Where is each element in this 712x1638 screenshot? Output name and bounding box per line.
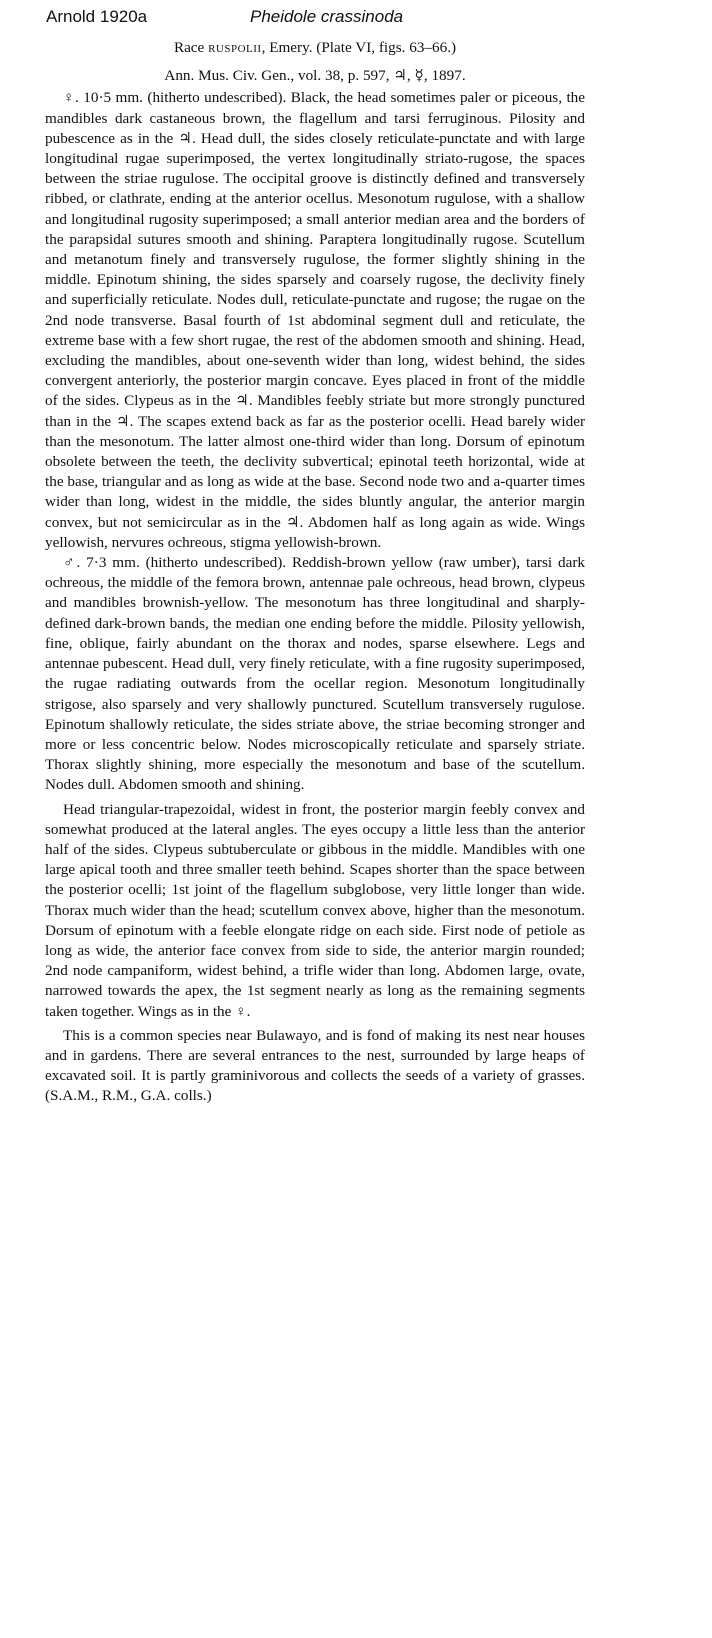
document-body: [45, 38, 585, 1107]
reference-line: Ann. Mus. Civ. Gen., vol. 38, p. 597, ♃, ☿, 1897.: [164, 67, 466, 85]
header-species: Pheidole crassinoda: [250, 7, 404, 26]
race-name: ruspolii: [208, 39, 262, 56]
race-prefix: Race: [173, 39, 209, 56]
page-header: [0, 0, 712, 34]
paragraph-male-structure: Head triangular-trapezoidal, widest in front, the posterior margin feebly convex and somewhat produced at the lateral angles. The eyes occupy a little less than the anterior half of the sides. Clypeus subtuberculate or gibbous in the middle. Mandibles with one large apical tooth and three smaller teeth behind. Scapes shorter than the space between the posterior ocelli; 1st joint of the flagellum subglobose, very little longer than wide. Thorax much wider than the head; scutellum convex above, higher than the mesonotum. Dorsum of epinotum with a feeble elongate ridge on each side. First node of petiole as long as wide, the anterior face convex from side to side, the anterior margin rounded; 2nd node campaniform, widest behind, a trifle wider than long. Abdomen large, ovate, narrowed towards the apex, the 1st segment nearly as long as the remaining segments taken together. Wings as in the ♀.: [45, 800, 585, 1020]
race-suffix: , Emery. (Plate VI, figs. 63–66.): [261, 39, 457, 56]
paragraph-male: ♂. 7·3 mm. (hitherto undescribed). Reddish-brown yellow (raw umber), tarsi dark ochreous, the middle of the femora brown, antennae pale ochreous, head brown, clypeus and mandibles brownish-yellow. The mesonotum has three longitudinal and sharply-defined dark-brown bands, the median one ending before the middle. Pilosity yellowish, fine, oblique, fairly abundant on the thorax and nodes, sparse elsewhere. Legs and antennae pubescent. Head dull, very finely reticulate, with a fine rugosity superimposed, the rugae radiating outwards from the ocellar region. Mesonotum longitudinally strigose, also sparsely and very shallowly punctured. Scutellum transversely rugulose. Epinotum shallowly reticulate, the sides striate above, the striae becoming stronger and more or less concentric below. Nodes microscopically reticulate and sparsely striate. Thorax slightly shining, more especially the mesonotum and base of the scutellum. Nodes dull. Abdomen smooth and shining.: [45, 554, 585, 794]
race-line: [45, 38, 585, 58]
paragraph-habits: This is a common species near Bulawayo, and is fond of making its nest near houses and in gardens. There are several entrances to the nest, surrounded by large heaps of excavated soil. It is partly graminivorous and collects the seeds of a variety of grasses. (S.A.M., R.M., G.A. colls.): [45, 1026, 585, 1105]
paragraph-female: ♀. 10·5 mm. (hitherto undescribed). Black, the head sometimes paler or piceous, the mandibles dark castaneous brown, the flagellum and tarsi ferruginous. Pilosity and pubescence as in the ♃. Head dull, the sides closely reticulate-punctate and with large longitudinal rugae superimposed, the vertex longitudinally striato-rugose, the spaces between the striae rugulose. The occipital groove is distinctly defined and transversely ribbed, or clathrate, ending at the anterior ocellus. Mesonotum rugulose, with a shallow and longitudinal rugosity superimposed; a small anterior median area and the borders of the parapsidal sutures smooth and shining. Paraptera longitudinally rugose. Scutellum and metanotum finely and transversely rugulose, the former slightly shining in the middle. Epinotum shining, the sides sparsely and coarsely rugose, the declivity finely and superficially reticulate. Nodes dull, reticulate-punctate and rugose; the rugae on the 2nd node transverse. Basal fourth of 1st abdominal segment dull and reticulate, the extreme base with a few short rugae, the rest of the abdomen smooth and shining. Head, excluding the mandibles, about one-seventh wider than long, widest behind, the sides convergent anteriorly, the posterior margin concave. Eyes placed in front of the middle of the sides. Clypeus as in the ♃. Mandibles feebly striate but more strongly punctured than in the ♃. The scapes extend back as far as the posterior ocelli. Head barely wider than the mesonotum. The latter almost one-third wider than long. Dorsum of epinotum obsolete between the teeth, the declivity subvertical; epinotal teeth horizontal, wide at the base, triangular and as long as wide at the base. Second node two and a-quarter times wider than long, widest in the middle, the sides bluntly angular, the anterior margin convex, but not semicircular as in the ♃. Abdomen half as long again as wide. Wings yellowish, nervures ochreous, stigma yellowish-brown.: [45, 89, 585, 551]
header-source: Arnold 1920a: [46, 7, 148, 26]
